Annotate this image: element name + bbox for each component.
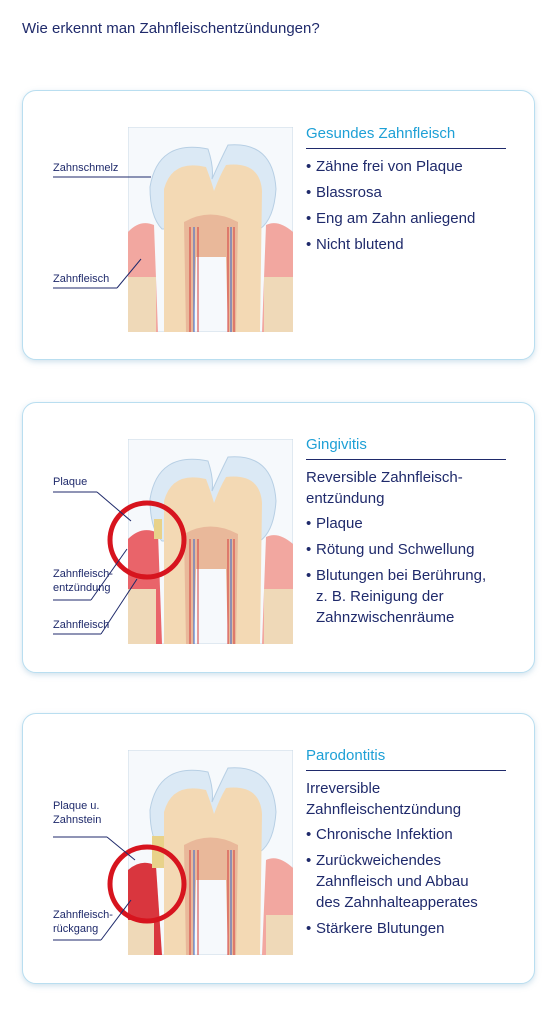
info-gingivitis — [306, 436, 506, 633]
bullet-item: • Nicht blutend — [306, 234, 506, 255]
card-periodontitis — [22, 713, 535, 984]
bullet-item: • Rötung und Schwellung — [306, 539, 506, 560]
label-gum: Zahnfleisch — [53, 273, 110, 285]
label-plaque: Plaque — [53, 476, 88, 488]
page-title: Wie erkennt man Zahnfleischentzündungen? — [22, 20, 320, 37]
bullet-item: • Blutungen bei Berührung, z. B. Reinigung der Zahnzwischenräume — [306, 565, 506, 628]
label-gum-recession: Zahnfleisch- rückgang — [53, 909, 113, 935]
bullet-item: • Blassrosa — [306, 182, 506, 203]
bullet-item: • Stärkere Blutungen — [306, 918, 506, 939]
card-subtitle: Reversible Zahnfleisch- entzündung — [306, 469, 463, 507]
label-plaque-tartar: Plaque u. Zahnstein — [53, 800, 102, 826]
bullet-item: • Zähne frei von Plaque — [306, 156, 506, 177]
bullet-item: • Eng am Zahn anliegend — [306, 208, 506, 229]
card-gingivitis — [22, 402, 535, 673]
info-healthy — [306, 125, 506, 260]
card-title: Parodontitis — [306, 747, 506, 771]
bullet-item: • Chronische Infektion — [306, 824, 506, 845]
label-gum: Zahnfleisch — [53, 619, 110, 631]
card-title: Gesundes Zahnfleisch — [306, 125, 506, 149]
card-healthy-gums — [22, 90, 535, 360]
card-title: Gingivitis — [306, 436, 506, 460]
bullet-list — [306, 513, 506, 628]
bullet-list — [306, 824, 506, 939]
bullet-item: • Plaque — [306, 513, 506, 534]
bullet-item: • Zurückweichendes Zahnfleisch und Abbau des Zahnhalteapperates — [306, 850, 506, 913]
label-enamel: Zahnschmelz — [53, 162, 119, 174]
info-periodontitis — [306, 747, 506, 944]
label-gum-inflammation: Zahnfleisch- entzündung — [53, 568, 113, 594]
card-subtitle: Irreversible Zahnfleischentzündung — [306, 780, 462, 818]
bullet-list — [306, 156, 506, 255]
